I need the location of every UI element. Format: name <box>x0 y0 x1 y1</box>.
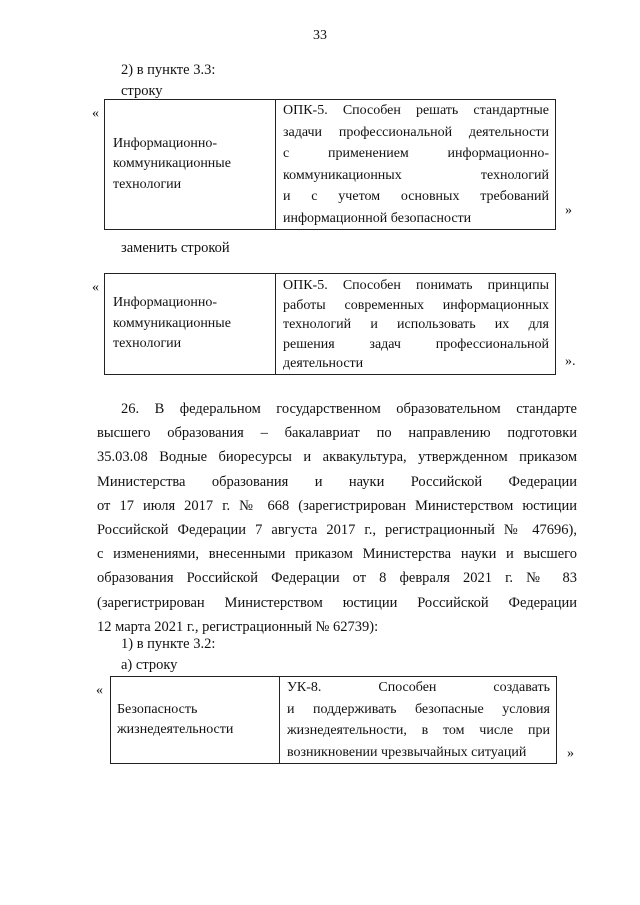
close-quote: » <box>567 746 574 761</box>
discipline-cell <box>105 274 276 375</box>
paragraph-line: Российской Федерации 7 августа 2017 г., регистрационный № 47696), <box>97 522 577 539</box>
cell-line: коммуникационные <box>113 315 231 331</box>
cell-line: жизнедеятельности, в том числе при <box>287 723 550 738</box>
subitem-a: а) строку <box>121 657 178 673</box>
safety-competency-table <box>110 676 557 764</box>
cell-line: коммуникационных технологий <box>283 167 549 183</box>
cell-line: информационной безопасности <box>283 210 472 226</box>
new-competency-table <box>104 273 556 375</box>
cell-line: решения задач профессиональной <box>283 336 549 352</box>
page-number: 33 <box>313 28 327 43</box>
cell-line: и с учетом основных требований <box>283 189 549 204</box>
cell-line: коммуникационные <box>113 156 231 172</box>
old-competency-table <box>104 99 556 230</box>
row-word: строку <box>121 83 163 99</box>
discipline-cell <box>111 677 280 764</box>
paragraph-line: 35.03.08 Водные биоресурсы и аквакультура, утвержденном приказом <box>97 449 577 466</box>
cell-line: работы современных информационных <box>283 297 549 313</box>
paragraph-line: с изменениями, внесенными приказом Министерства науки и высшего <box>97 546 577 563</box>
competency-cell <box>276 274 556 375</box>
discipline-cell <box>105 100 276 230</box>
competency-cell <box>280 677 557 764</box>
table-row <box>105 100 556 230</box>
paragraph-line: образования Российской Федерации от 8 февраля 2021 г. № 83 <box>97 570 577 587</box>
paragraph-line: (зарегистрирован Министерством юстиции Российской Федерации <box>97 594 577 611</box>
cell-line: жизнедеятельности <box>117 722 234 737</box>
item-2-heading: 2) в пункте 3.3: <box>121 62 216 78</box>
close-quote-period: ». <box>565 354 576 369</box>
cell-line: технологии <box>113 176 182 192</box>
paragraph-26 <box>97 397 577 639</box>
cell-line: Безопасность <box>117 701 198 717</box>
cell-line: Информационно- <box>113 135 218 151</box>
paragraph-line: 12 марта 2021 г., регистрационный № 62739): <box>97 618 379 635</box>
cell-line: технологии <box>113 336 182 351</box>
cell-line: Информационно- <box>113 295 218 310</box>
replace-label: заменить строкой <box>121 240 230 256</box>
paragraph-line: 26. В федеральном государственном образовательном стандарте <box>121 401 577 417</box>
cell-line: возникновении чрезвычайных ситуаций <box>287 744 527 760</box>
cell-line: задачи профессиональной деятельности <box>283 124 549 140</box>
open-quote: « <box>92 280 99 295</box>
open-quote: « <box>96 683 103 698</box>
paragraph-line: высшего образования – бакалавриат по направлению подготовки <box>97 425 577 442</box>
cell-line: с применением информационно- <box>283 146 549 161</box>
table-row <box>111 677 557 764</box>
close-quote: » <box>565 203 572 218</box>
open-quote: « <box>92 106 99 121</box>
cell-line: ОПК-5. Способен понимать принципы <box>283 278 549 293</box>
cell-line: УК-8. Способен создавать <box>287 680 550 695</box>
table-row <box>105 274 556 375</box>
cell-line: ОПК-5. Способен решать стандартные <box>283 103 549 118</box>
cell-line: деятельности <box>283 356 364 371</box>
paragraph-line: от 17 июля 2017 г. № 668 (зарегистрирован Министерством юстиции <box>97 497 577 514</box>
competency-cell <box>276 100 556 230</box>
cell-line: и поддерживать безопасные условия <box>287 701 550 717</box>
paragraph-line: Министерства образования и науки Российской Федерации <box>97 473 577 490</box>
cell-line: технологий и использовать их для <box>283 317 549 332</box>
item-1-heading: 1) в пункте 3.2: <box>121 636 216 652</box>
